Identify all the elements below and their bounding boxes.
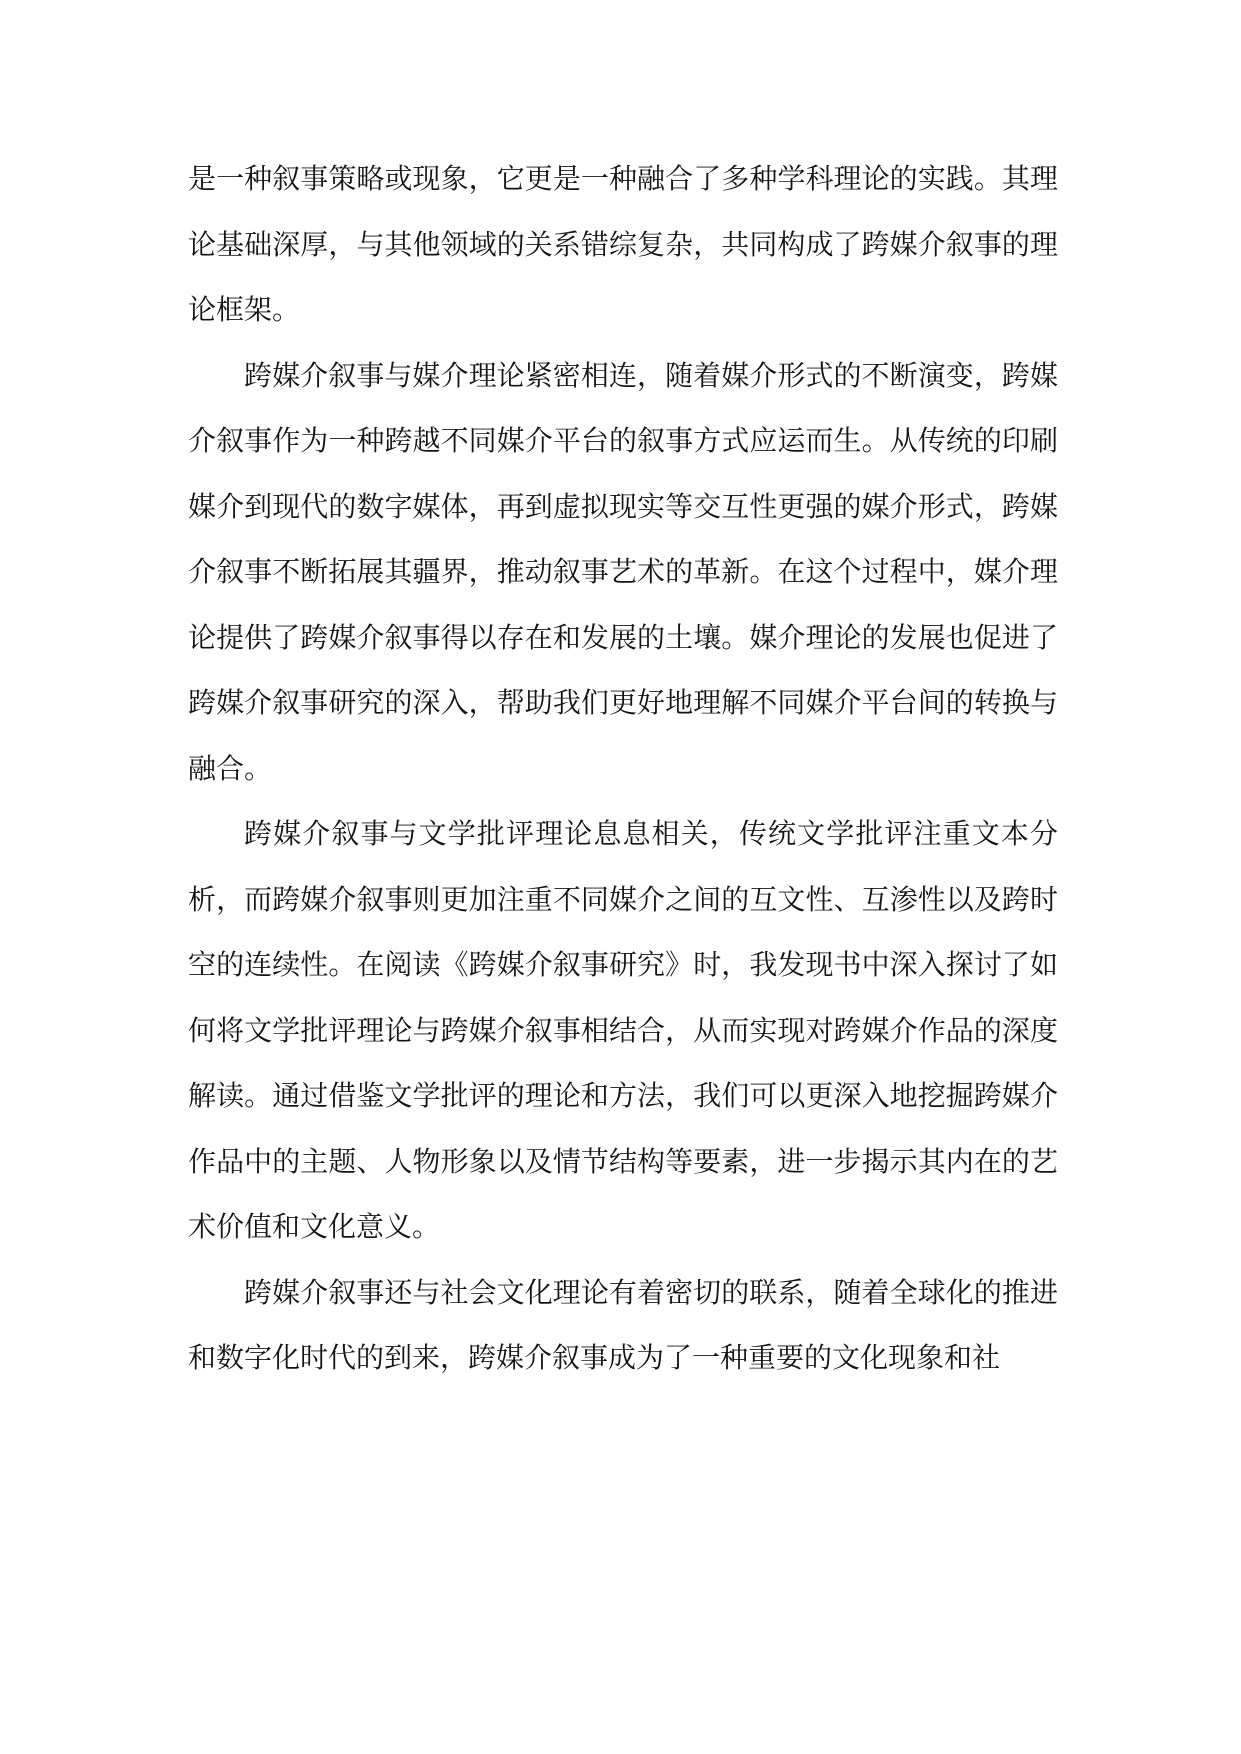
paragraph-2: 跨媒介叙事与媒介理论紧密相连，随着媒介形式的不断演变，跨媒介叙事作为一种跨越不同媒介平台的叙事方式应运而生。从传统的印刷媒介到现代的数字媒体，再到虚拟现实等交互性更强的媒介形式，跨媒介叙事不断拓展其疆界，推动叙事艺术的革新。在这个过程中，媒介理论提供了跨媒介叙事得以存在和发展的土壤。媒介理论的发展也促进了跨媒介叙事研究的深入，帮助我们更好地理解不同媒介平台间的转换与融合。	[188, 358, 1058, 785]
document-page	[188, 146, 1058, 1391]
paragraph-3: 跨媒介叙事与文学批评理论息息相关，传统文学批评注重文本分析，而跨媒介叙事则更加注重不同媒介之间的互文性、互渗性以及跨时空的连续性。在阅读《跨媒介叙事研究》时，我发现书中深入探讨了如何将文学批评理论与跨媒介叙事相结合，从而实现对跨媒介作品的深度解读。通过借鉴文学批评的理论和方法，我们可以更深入地挖掘跨媒介作品中的主题、人物形象以及情节结构等要素，进一步揭示其内在的艺术价值和文化意义。	[188, 817, 1058, 1243]
paragraph-4: 跨媒介叙事还与社会文化理论有着密切的联系，随着全球化的推进和数字化时代的到来，跨媒介叙事成为了一种重要的文化现象和社	[188, 1275, 1058, 1374]
paragraph-1: 是一种叙事策略或现象，它更是一种融合了多种学科理论的实践。其理论基础深厚，与其他领域的关系错综复杂，共同构成了跨媒介叙事的理论框架。	[188, 162, 1058, 326]
